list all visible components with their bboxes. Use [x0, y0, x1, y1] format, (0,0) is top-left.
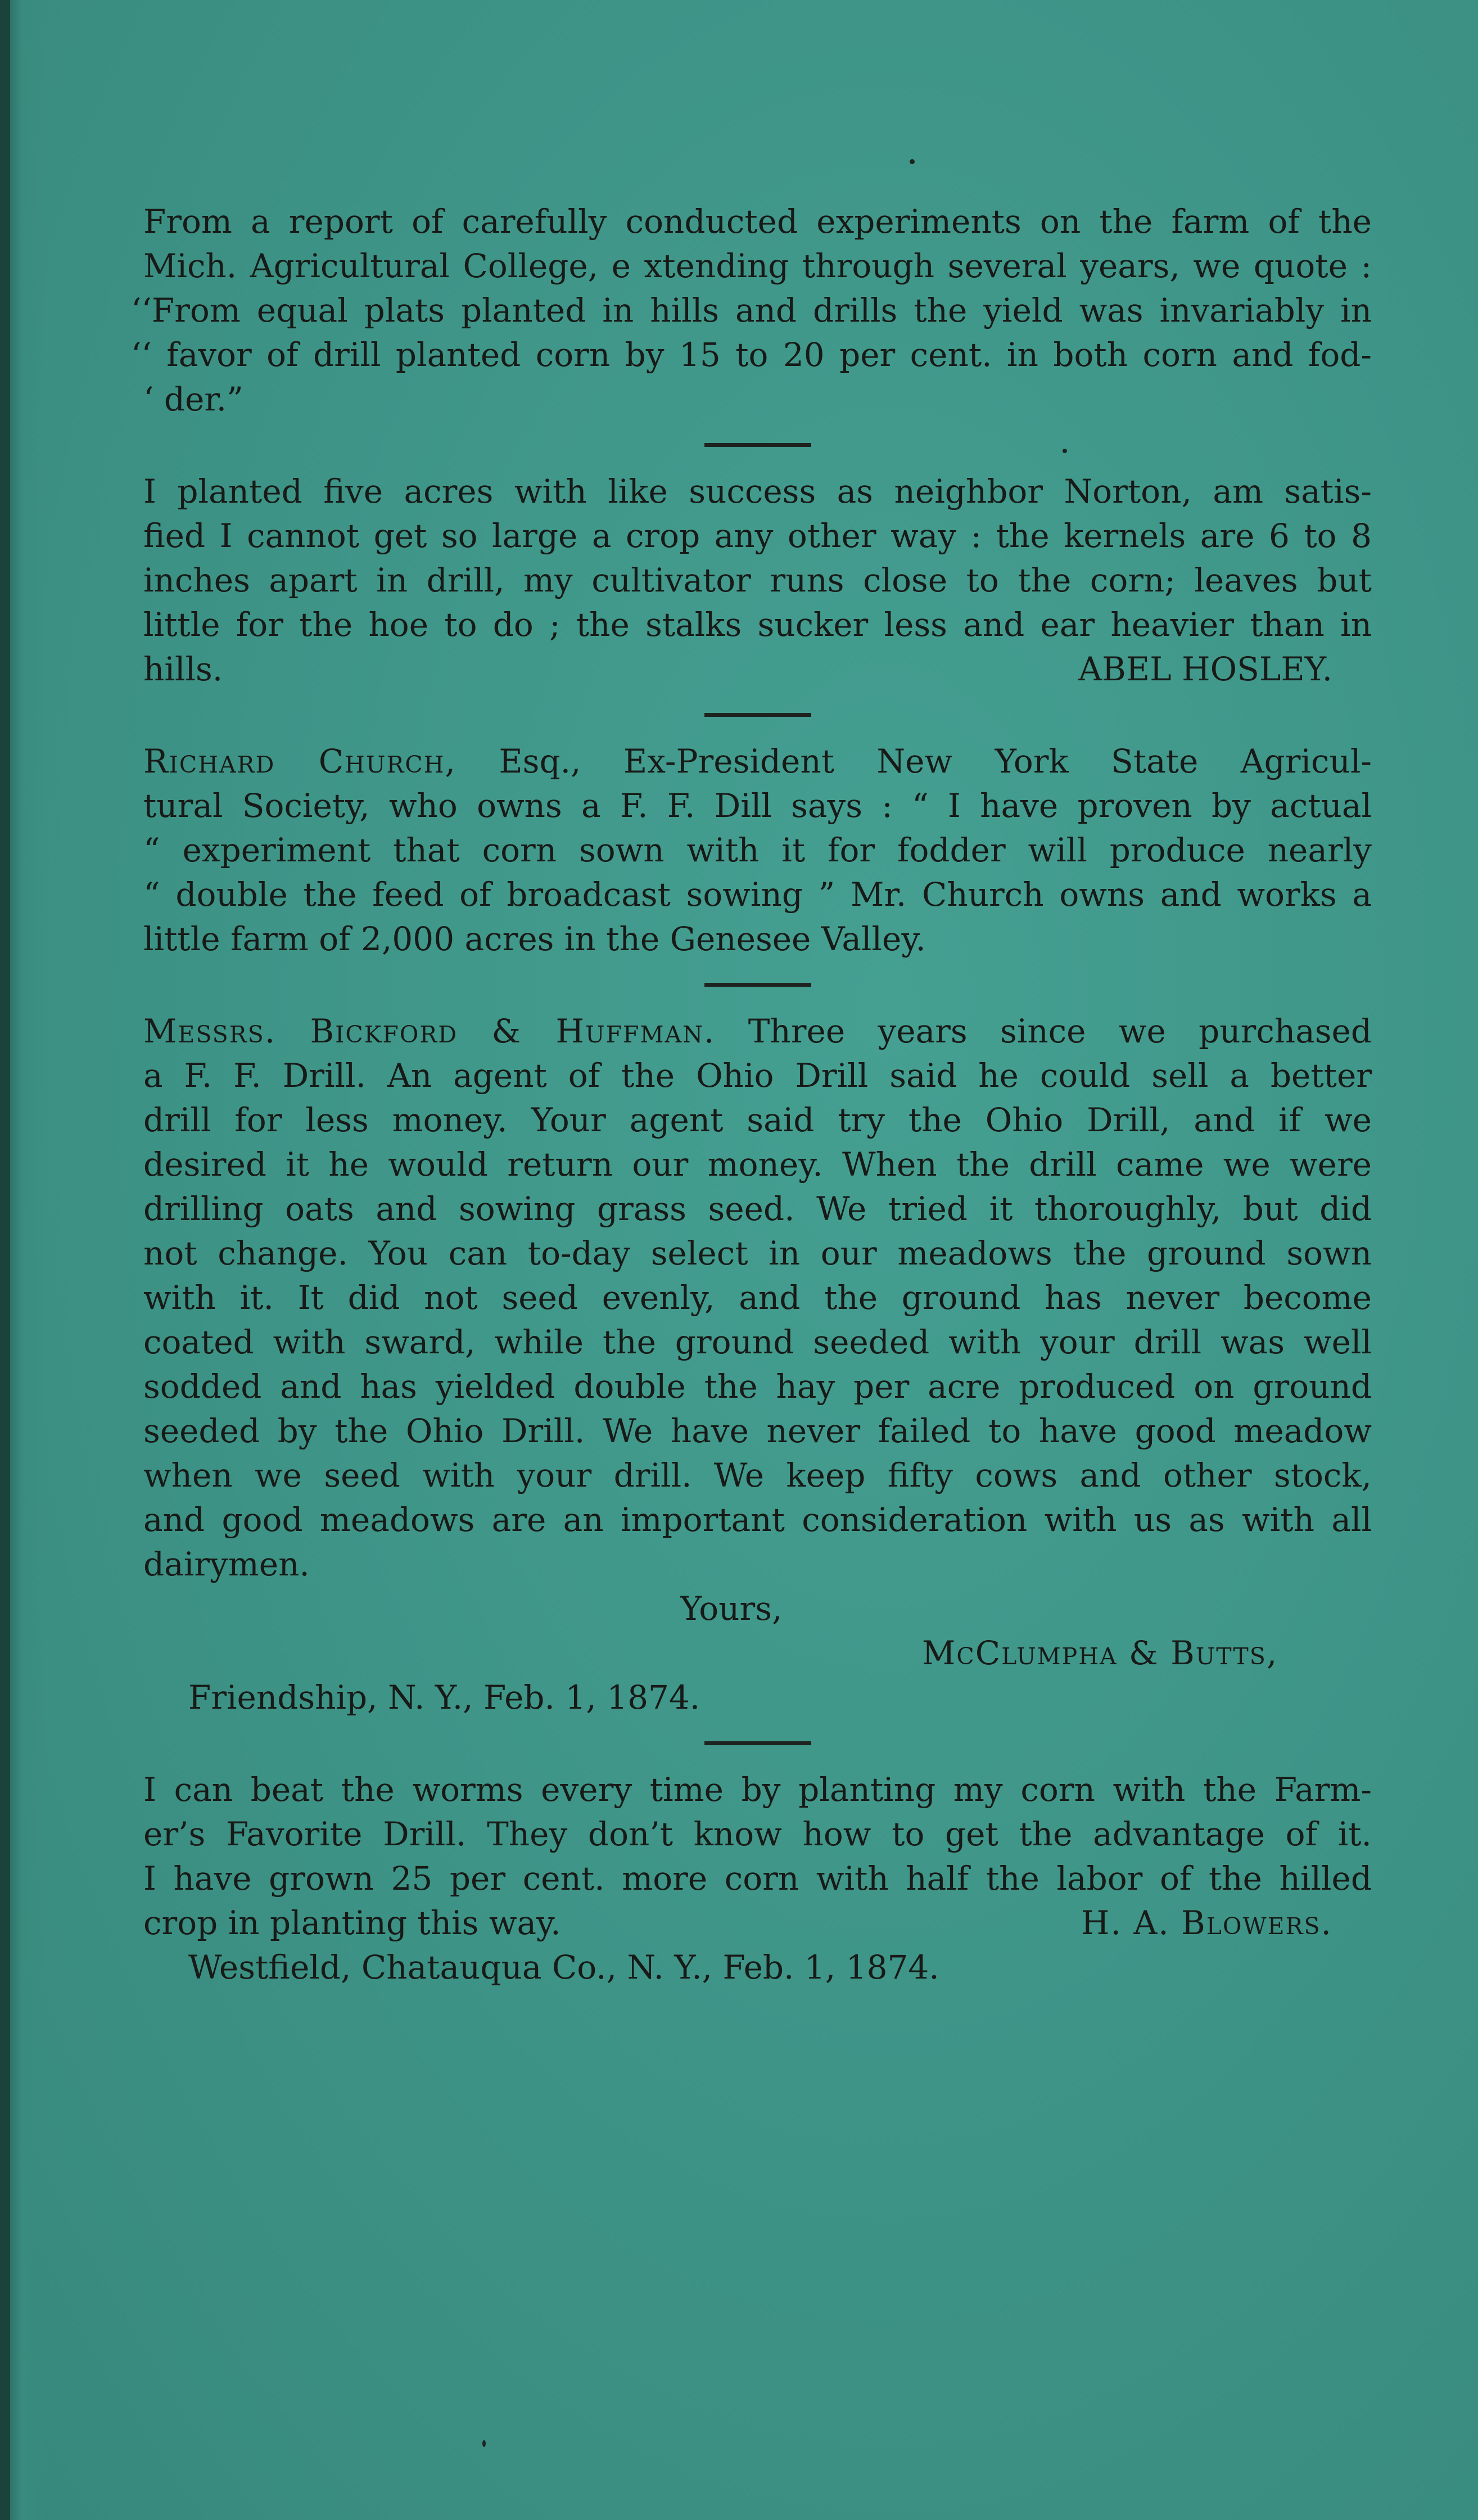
paragraph-blowers-testimonial: [143, 1768, 1372, 1990]
text-line: when we seed with your drill. We keep fifty cows and other stock,: [143, 1456, 1372, 1494]
text-line: drill for less money. Your agent said try the Ohio Drill, and if we: [143, 1101, 1372, 1139]
separator-rule: [704, 983, 811, 987]
text-line: and good meadows are an important consideration with us as with all: [143, 1501, 1372, 1539]
text-line: coated with sward, while the ground seeded with your drill was well: [143, 1323, 1372, 1361]
text-line: er’s Favorite Drill. They don’t know how to get the advantage of it.: [143, 1815, 1372, 1853]
paragraph-church-testimonial: [143, 739, 1372, 961]
text-line: [143, 739, 1372, 784]
text-line: dairymen.: [143, 1545, 310, 1583]
letter-closing: Yours,: [680, 1589, 783, 1628]
text-line: [143, 1009, 1372, 1054]
text-line: I have grown 25 per cent. more corn with half the labor of the hilled: [143, 1859, 1372, 1898]
person-name: Messrs. Bickford & Huffman.: [143, 1012, 716, 1050]
text-line: a F. F. Drill. An agent of the Ohio Drill said he could sell a better: [143, 1056, 1372, 1095]
signature: ABEL HOSLEY.: [1078, 650, 1332, 688]
place-date: Westfield, Chatauqua Co., N. Y., Feb. 1, 1874.: [188, 1948, 939, 1986]
closing-line: [143, 1901, 1372, 1945]
binding-edge: [0, 0, 10, 2520]
text-column: [131, 200, 1372, 1990]
text-line: I planted five acres with like success as neighbor Norton, am satis-: [143, 472, 1372, 511]
signature: McClumpha & Butts,: [922, 1634, 1278, 1672]
text-line: inches apart in drill, my cultivator runs close to the corn; leaves but: [143, 561, 1372, 599]
text-line: ‘ der.”: [143, 380, 243, 418]
person-name: Richard Church,: [143, 742, 456, 780]
text-line: little farm of 2,000 acres in the Genesee Valley.: [143, 920, 926, 958]
text-line: tural Society, who owns a F. F. Dill says : “ I have proven by actual: [143, 787, 1372, 825]
paragraph-mcclumpha-letter: [143, 1009, 1372, 1720]
text-run: Esq., Ex-President New York State Agricul-: [456, 742, 1372, 780]
place-date: Friendship, N. Y., Feb. 1, 1874.: [188, 1678, 700, 1717]
text-line: crop in planting this way.: [143, 1904, 561, 1942]
paragraph-college-report: [131, 200, 1372, 422]
ink-speck: [910, 159, 915, 164]
text-line: sodded and has yielded double the hay per acre produced on ground: [143, 1367, 1372, 1406]
text-line: little for the hoe to do ; the stalks sucker less and ear heavier than in: [143, 606, 1372, 644]
text-line: “ experiment that corn sown with it for fodder will produce nearly: [143, 831, 1372, 869]
text-line: From a report of carefully conducted experiments on the farm of the: [143, 202, 1372, 241]
separator-rule: [704, 713, 811, 717]
text-line: Mich. Agricultural College, e xtending through several years, we quote :: [143, 247, 1372, 285]
text-line: not change. You can to-day select in our meadows the ground sown: [143, 1234, 1372, 1272]
text-line: with it. It did not seed evenly, and the ground has never become: [143, 1279, 1372, 1317]
text-line: fied I cannot get so large a crop any other way : the kernels are 6 to 8: [143, 517, 1372, 555]
paragraph-hosley-testimonial: [143, 469, 1372, 692]
closing-line: [143, 647, 1372, 692]
text-line: ‘‘From equal plats planted in hills and drills the yield was invariably in: [131, 291, 1372, 329]
text-run: Three years since we purchased: [715, 1012, 1372, 1050]
text-line: I can beat the worms every time by planting my corn with the Farm-: [143, 1771, 1372, 1809]
text-line: desired it he would return our money. When the drill came we were: [143, 1145, 1372, 1184]
text-line: ‘‘ favor of drill planted corn by 15 to 20 per cent. in both corn and fod-: [131, 336, 1372, 374]
ink-speck: [482, 2440, 486, 2447]
separator-rule: [704, 443, 811, 447]
separator-rule: [704, 1741, 811, 1745]
text-line: hills.: [143, 650, 223, 688]
signature: H. A. Blowers.: [1081, 1904, 1332, 1942]
text-line: drilling oats and sowing grass seed. We tried it thoroughly, but did: [143, 1190, 1372, 1228]
text-line: seeded by the Ohio Drill. We have never failed to have good meadow: [143, 1412, 1372, 1450]
text-line: “ double the feed of broadcast sowing ” Mr. Church owns and works a: [143, 875, 1372, 914]
